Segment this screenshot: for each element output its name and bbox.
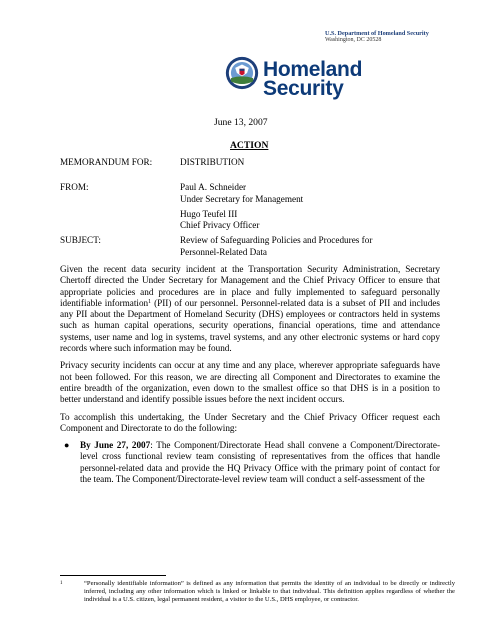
from-title-2: Chief Privacy Officer (180, 220, 260, 231)
memo-for-value: DISTRIBUTION (180, 157, 245, 167)
list-item (60, 440, 440, 485)
bullet-text: : The Component/Directorate Head shall convene a Component/Directorate-level cross functional review team consisting of representatives from the offices that handle personnel-related data and provide the HQ Privacy Office with the primary point of contact for the team. The Component/Directorate-level review team will conduct a self-assessment of the (80, 440, 441, 485)
memo-subject-label: SUBJECT: (60, 235, 101, 246)
memo-from-label: FROM: (60, 182, 89, 193)
memo-header (60, 157, 460, 258)
action-heading: ACTION (230, 140, 269, 151)
memo-for-label: MEMORANDUM FOR: (60, 157, 153, 167)
homeland-security-wordmark (263, 60, 362, 98)
wordmark-line-2: Security (263, 77, 344, 100)
memo-for-row (60, 157, 460, 168)
agency-address: Washington, DC 20528 (325, 37, 382, 43)
bullet-icon: ● (64, 440, 70, 451)
agency-name: U.S. Department of Homeland Security (325, 30, 429, 37)
paragraph-1 (60, 264, 440, 354)
footnote-divider (60, 575, 166, 576)
wordmark-line-1: Homeland (263, 58, 363, 81)
footnote (60, 580, 455, 605)
subject-line-1: Review of Safeguarding Policies and Procedures for (180, 235, 373, 246)
memo-from-row (60, 182, 460, 231)
footnote-number: 1 (60, 581, 63, 586)
paragraph-2: Privacy security incidents can occur at any time and any place, wherever appropriate safeguards have not been followed. For this reason, we are directing all Component and Directorates to examine the entire breadth of the organization, even down to the smallest office so that DHS is in a position to better understand and identify possible issues before the next incident occurs. (60, 360, 440, 405)
paragraph-1-text-b: (PII) of our personnel. Personnel-related data is a subset of PII and includes any PII about the Department of Homeland Security (DHS) employees or contractors held in systems such as human capital operations, security operations, financial operations, time and attendance systems, user name and log in systems, travel systems, and any other electronic systems or hard copy records where such information may be found. (60, 297, 440, 354)
subject-line-2: Personnel-Related Data (180, 246, 267, 257)
from-title-1: Under Secretary for Management (180, 193, 304, 204)
from-name-2: Hugo Teufel III (180, 208, 238, 219)
footnote-text: “Personally identifiable information” is defined as any information that permits the identity of an individual to be directly or indirectly inferred, including any other information which is linked or linkable to that individual. This definition applies regardless of whether the individual is a U.S. citizen, legal permanent resident, a visitor to the U.S., DHS employee, or contractor. (84, 580, 455, 604)
footnote-ref: 1 (148, 298, 152, 305)
memo-body (60, 264, 440, 485)
paragraph-1-text-a: Given the recent data security incident at the Transportation Security Administration, Secretary Chertoff directed the Under Secretary for Management and the Chief Privacy Officer to ensure that appropriate policies and procedures are in place and fully implemented to safeguard personally identifiable information (60, 264, 440, 308)
agency-block (325, 30, 465, 43)
from-name-1: Paul A. Schneider (180, 182, 247, 193)
dhs-seal-icon (225, 56, 259, 90)
bullet-deadline: By June 27, 2007 (80, 440, 151, 451)
memo-subject-row (60, 235, 460, 258)
paragraph-3: To accomplish this undertaking, the Under Secretary and the Chief Privacy Officer request each Component and Directorate to do the following: (60, 411, 440, 433)
memo-date: June 13, 2007 (214, 117, 268, 128)
